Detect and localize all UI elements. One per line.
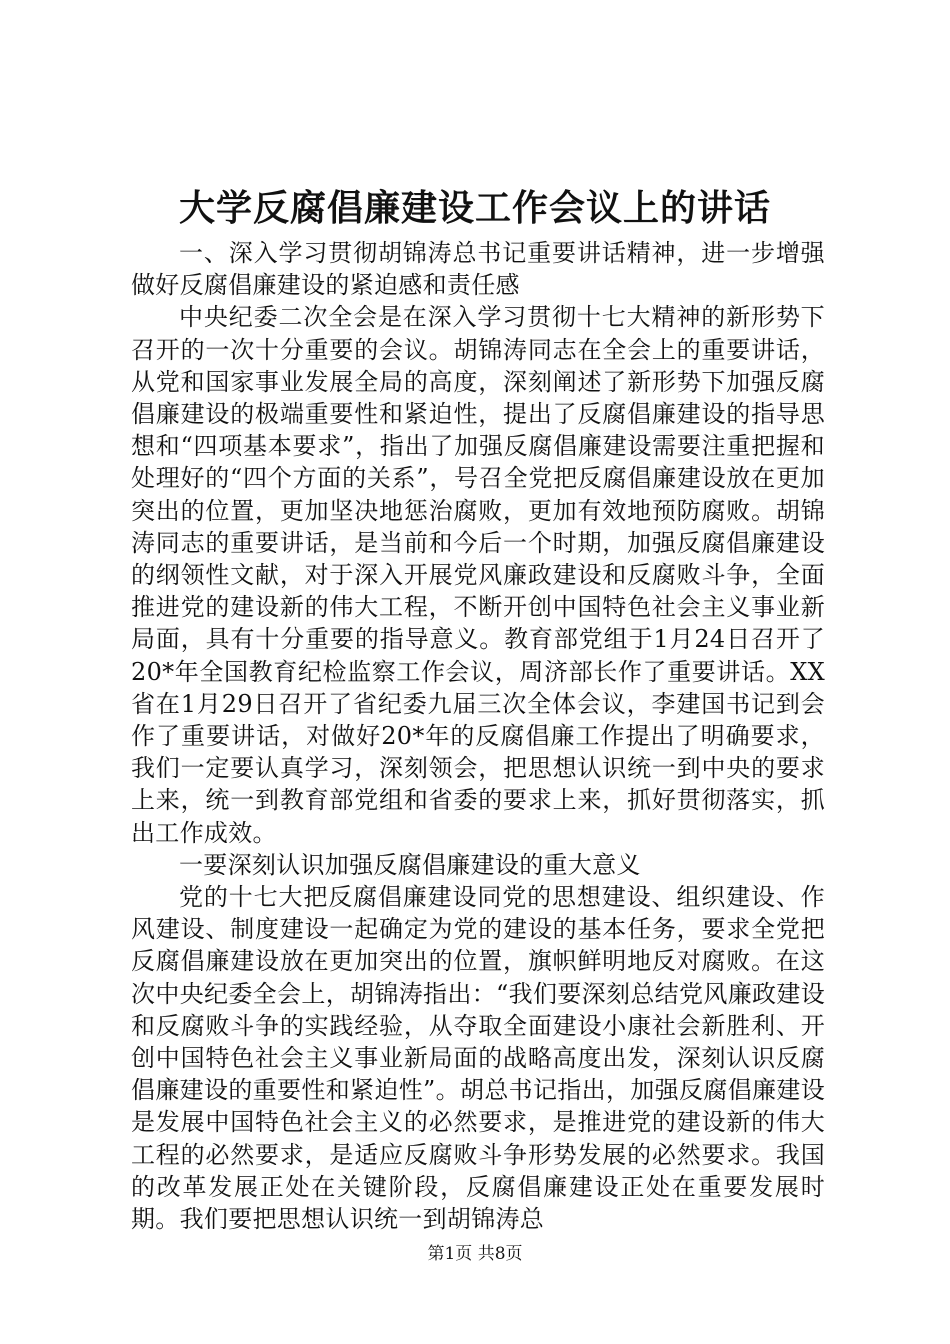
document-body — [131, 237, 825, 1235]
body-paragraph: 党的十七大把反腐倡廉建设同党的思想建设、组织建设、作风建设、制度建设一起确定为党的建设的基本任务，要求全党把反腐倡廉建设放在更加突出的位置，旗帜鲜明地反对腐败。在这次中央纪委全会上，胡锦涛指出：“我们要深刻总结党风廉政建设和反腐败斗争的实践经验，从夺取全面建设小康社会新胜利、开创中国特色社会主义事业新局面的战略高度出发，深刻认识反腐倡廉建设的重要性和紧迫性”。胡总书记指出，加强反腐倡廉建设是发展中国特色社会主义的必然要求，是推进党的建设新的伟大工程的必然要求，是适应反腐败斗争形势发展的必然要求。我国的改革发展正处在关键阶段，反腐倡廉建设正处在重要发展时期。我们要把思想认识统一到胡锦涛总 — [131, 883, 825, 1234]
section-heading: 一、深入学习贯彻胡锦涛总书记重要讲话精神，进一步增强做好反腐倡廉建设的紧迫感和责任感 — [131, 239, 825, 300]
subsection-heading: 一要深刻认识加强反腐倡廉建设的重大意义 — [179, 850, 641, 879]
page-footer: 第1页 共8页 — [427, 1244, 523, 1264]
document-title: 大学反腐倡廉建设工作会议上的讲话 — [178, 187, 771, 229]
body-paragraph: 中央纪委二次全会是在深入学习贯彻十七大精神的新形势下召开的一次十分重要的会议。胡锦涛同志在全会上的重要讲话，从党和国家事业发展全局的高度，深刻阐述了新形势下加强反腐倡廉建设的极端重要性和紧迫性，提出了反腐倡廉建设的指导思想和“四项基本要求”，指出了加强反腐倡廉建设需要注重把握和处理好的“四个方面的关系”，号召全党把反腐倡廉建设放在更加突出的位置，更加坚决地惩治腐败，更加有效地预防腐败。胡锦涛同志的重要讲话，是当前和今后一个时期，加强反腐倡廉建设的纲领性文献，对于深入开展党风廉政建设和反腐败斗争，全面推进党的建设新的伟大工程，不断开创中国特色社会主义事业新局面，具有十分重要的指导意义。教育部党组于1月24日召开了20*年全国教育纪检监察工作会议，周济部长作了重要讲话。XX省在1月29日召开了省纪委九届三次全体会议，李建国书记到会作了重要讲话，对做好20*年的反腐倡廉工作提出了明确要求，我们一定要认真学习，深刻领会，把思想认识统一到中央的要求上来，统一到教育部党组和省委的要求上来，抓好贯彻落实，抓出工作成效。 — [131, 303, 825, 847]
